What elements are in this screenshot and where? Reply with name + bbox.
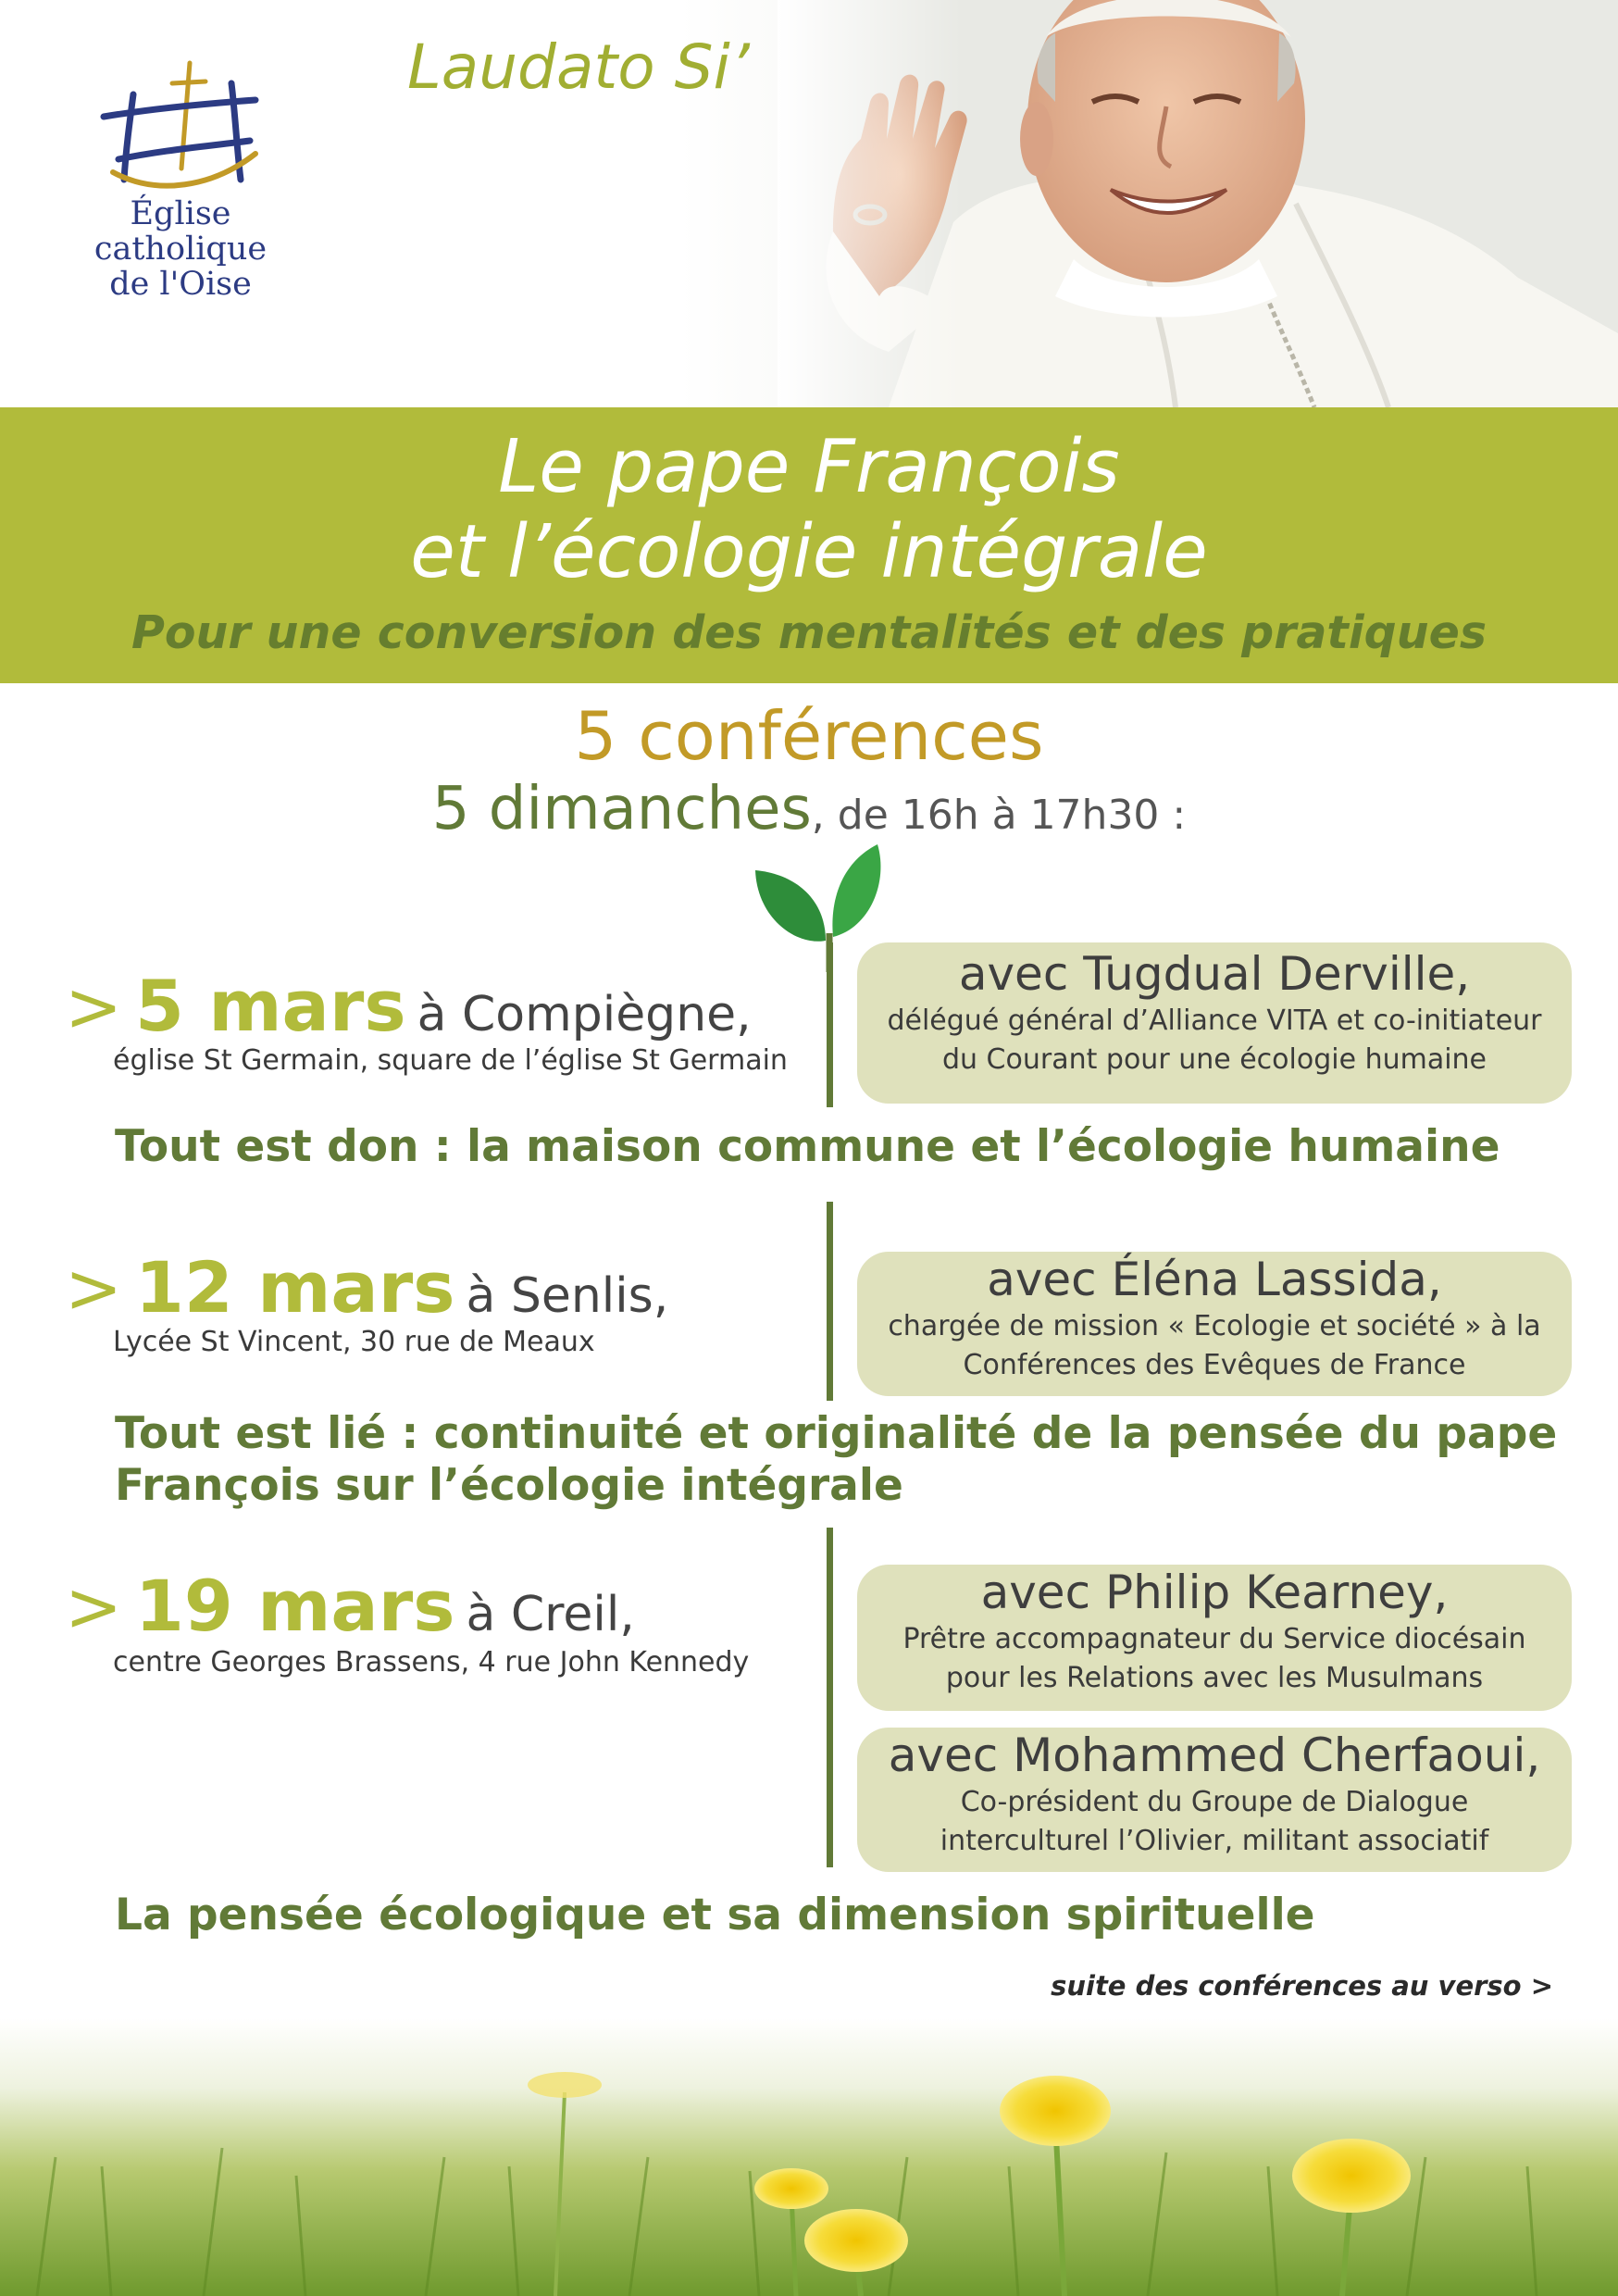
speaker-role: chargée de mission « Ecologie et société » à la [888, 1310, 1541, 1342]
continue-note: suite des conférences au verso > [1051, 1970, 1553, 2002]
diocese-logo [93, 57, 268, 335]
cross-frame-logo-icon [93, 57, 268, 196]
event-venue-1: église St Germain, square de l’église St Germain [113, 1044, 788, 1077]
sundays-count: 5 dimanches [431, 775, 812, 843]
event-theme-1: Tout est don : la maison commune et l’écologie humaine [115, 1121, 1500, 1172]
header [0, 0, 1618, 407]
dandelion-meadow [0, 2018, 1618, 2296]
logo-line-1: Église [130, 195, 231, 232]
arrow-icon: > [65, 967, 123, 1047]
event-venue-2: Lycée St Vincent, 30 rue de Meaux [113, 1326, 595, 1358]
event-theme-2a: Tout est lié : continuité et originalité de la pensée du pape [115, 1408, 1558, 1459]
event-day: 12 mars [135, 1246, 455, 1329]
event-venue-3: centre Georges Brassens, 4 rue John Kennedy [113, 1646, 750, 1678]
speaker-role: Prêtre accompagnateur du Service diocésain [902, 1623, 1526, 1655]
subtitle: Pour une conversion des mentalités et des pratiques [131, 606, 1487, 659]
title-line-1: Le pape François [498, 424, 1120, 509]
event-theme-2b: François sur l’écologie intégrale [115, 1460, 903, 1511]
conference-count: 5 conférences [574, 697, 1044, 775]
title-line-2: et l’écologie intégrale [410, 509, 1208, 594]
tagline: Laudato Si’ [407, 31, 750, 103]
speaker-card-4 [857, 1728, 1572, 1872]
timeline-line [827, 1528, 833, 1867]
arrow-icon: > [65, 1249, 123, 1329]
event-day: 19 mars [135, 1565, 455, 1647]
event-theme-3: La pensée écologique et sa dimension spirituelle [115, 1890, 1315, 1940]
logo-line-2: catholique [93, 231, 268, 268]
hours-text: , de 16h à 17h30 : [811, 792, 1187, 839]
speaker-role: pour les Relations avec les Musulmans [945, 1662, 1484, 1694]
speaker-name: avec Éléna Lassida, [987, 1253, 1442, 1306]
timeline-line [827, 1202, 833, 1401]
speaker-role: du Courant pour une écologie humaine [941, 1043, 1487, 1076]
event-date-1 [65, 965, 752, 1047]
speaker-role: interculturel l’Olivier, militant associatif [940, 1825, 1489, 1857]
speaker-name: avec Philip Kearney, [980, 1566, 1449, 1619]
speaker-role: délégué général d’Alliance VITA et co-initiateur [887, 1004, 1542, 1037]
timeline-line [827, 942, 833, 1107]
event-date-3 [65, 1565, 635, 1647]
arrow-icon: > [65, 1567, 123, 1647]
event-city: à Senlis, [466, 1268, 669, 1324]
event-city: à Creil, [466, 1587, 635, 1642]
speaker-card-2 [857, 1252, 1572, 1396]
speaker-role: Conférences des Evêques de France [963, 1349, 1466, 1381]
speaker-role: Co-président du Groupe de Dialogue [960, 1786, 1469, 1818]
speaker-card-3 [857, 1565, 1572, 1711]
speaker-card-1 [857, 942, 1572, 1104]
speaker-name: avec Tugdual Derville, [958, 947, 1471, 1001]
event-day: 5 mars [135, 965, 406, 1047]
speaker-name: avec Mohammed Cherfaoui, [888, 1728, 1541, 1782]
logo-line-3: de l'Oise [109, 266, 252, 303]
event-date-2 [65, 1246, 668, 1329]
pope-portrait [778, 0, 1618, 407]
event-city: à Compiègne, [417, 987, 752, 1042]
